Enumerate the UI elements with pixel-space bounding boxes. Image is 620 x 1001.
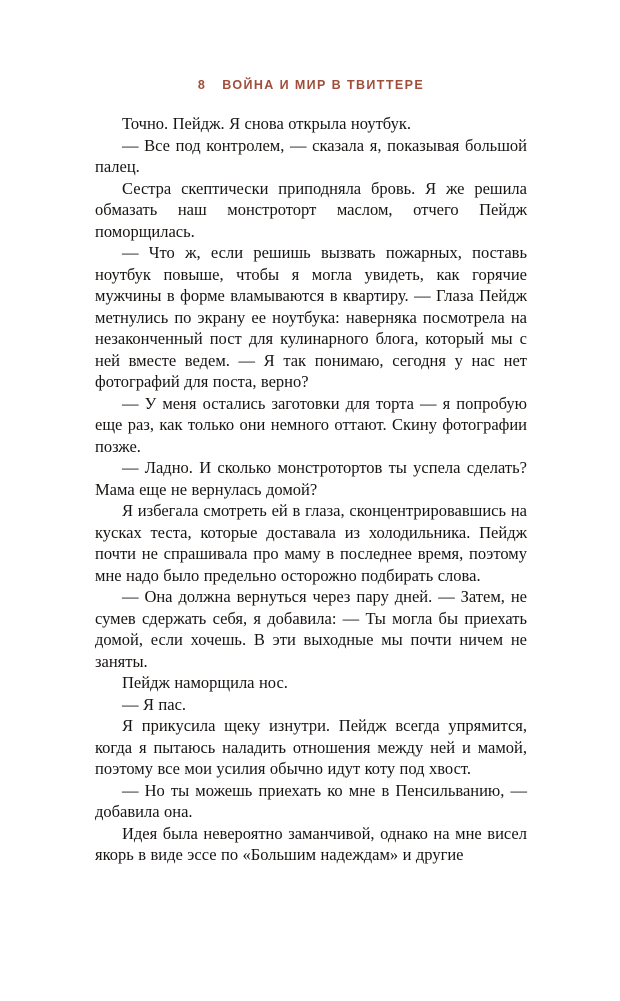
- paragraph: Идея была невероятно заманчивой, однако на мне висел якорь в виде эссе по «Большим надеждам» и другие: [95, 823, 527, 864]
- page-number: 8: [197, 78, 207, 92]
- paragraph: Пейдж наморщила нос.: [122, 673, 288, 692]
- paragraph: Точно. Пейдж. Я снова открыла ноутбук.: [122, 114, 411, 133]
- paragraph: Сестра скептически приподняла бровь. Я же решила обмазать наш монстроторт маслом, отчего Пейдж поморщилась.: [95, 178, 527, 241]
- paragraph: — Что ж, если решишь вызвать пожарных, поставь ноутбук повыше, чтобы я могла увидеть, как горячие мужчины в форме вламываются в квартиру. — Глаза Пейдж метнулись по экрану ее ноутбука: наверняка посмотрела на незаконченный пост для кулинарного блога, который мы с ней вместе ведем. — Я так понимаю, сегодня у нас нет фотографий для поста, верно?: [95, 243, 527, 391]
- paragraph: — Она должна вернуться через пару дней. — Затем, не сумев сдержать себя, я добавила: — Ты могла бы приехать домой, если хочешь. В эти выходные мы почти ничем не заняты.: [95, 587, 527, 671]
- paragraph: — Ладно. И сколько монстротортов ты успела сделать? Мама еще не вернулась домой?: [95, 458, 527, 499]
- paragraph: — У меня остались заготовки для торта — я попробую еще раз, как только они немного оттают. Скину фотографии позже.: [95, 393, 527, 456]
- paragraph: — Все под контролем, — сказала я, показывая большой палец.: [95, 135, 527, 176]
- paragraph: — Но ты можешь приехать ко мне в Пенсильванию, — добавила она.: [95, 780, 527, 821]
- paragraph: Я избегала смотреть ей в глаза, сконцентрировавшись на кусках теста, которые доставала из холодильника. Пейдж почти не спрашивала про маму в последнее время, поэтому мне надо было предельно осторожно подбирать слова.: [95, 501, 527, 585]
- page-header: [95, 78, 527, 92]
- running-title: ВОЙНА И МИР В ТВИТТЕРЕ: [222, 78, 425, 92]
- body-text: [95, 113, 527, 866]
- paragraph: — Я пас.: [122, 694, 187, 714]
- paragraph: Я прикусила щеку изнутри. Пейдж всегда упрямится, когда я пытаюсь наладить отношения между ней и мамой, поэтому все мои усилия обычно идут коту под хвост.: [95, 716, 527, 778]
